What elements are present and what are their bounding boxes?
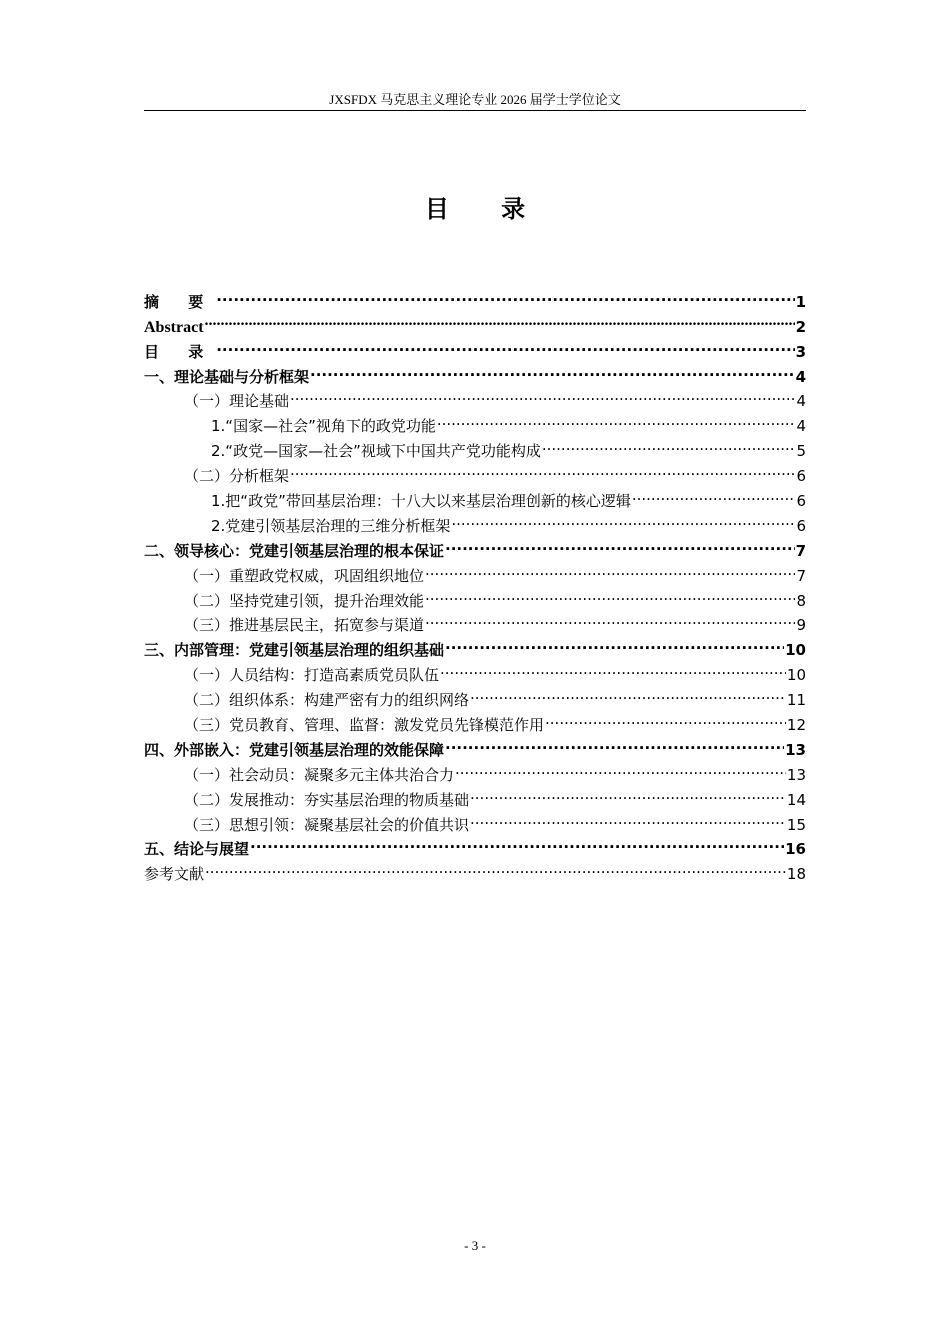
dot-leader	[445, 730, 784, 755]
dot-leader	[425, 581, 795, 606]
toc-entry-chapter-1[interactable]	[144, 357, 806, 386]
dot-leader	[470, 680, 786, 705]
dot-leader	[216, 282, 794, 307]
toc-entry-page: 7	[796, 566, 806, 585]
toc-entry-page: 6	[796, 516, 806, 535]
toc-entry-page: 12	[786, 716, 806, 735]
toc-entry-label: 五、结论与展望	[144, 840, 250, 859]
toc-entry-references[interactable]	[144, 854, 806, 884]
toc-entry-page: 11	[786, 691, 806, 710]
toc-entry-page: 3	[795, 342, 806, 361]
toc-entry-label: （二）发展推动：夯实基层治理的物质基础	[184, 790, 470, 809]
toc-entry-page: 6	[796, 492, 806, 511]
toc-entry-contents[interactable]	[144, 332, 806, 361]
toc-entry-label: 2.党建引领基层治理的三维分析框架	[211, 516, 451, 535]
toc-entry-label: （三）党员教育、管理、监督：激发党员先锋模范作用	[184, 716, 545, 735]
running-header: JXSFDX 马克思主义理论专业 2026 届学士学位论文	[144, 92, 806, 111]
toc-entry-page: 13	[785, 740, 806, 759]
dot-leader	[425, 556, 795, 581]
toc-entry-page: 10	[785, 641, 806, 660]
dot-leader	[437, 406, 796, 431]
dot-leader	[440, 655, 786, 680]
toc-entry-page: 4	[795, 367, 806, 386]
dot-leader	[216, 332, 794, 357]
toc-entry-page: 15	[786, 815, 806, 834]
toc-entry-label: （三）思想引领：凝聚基层社会的价值共识	[184, 815, 470, 834]
toc-entry-page: 4	[796, 392, 806, 411]
toc-entry-label: 目 录	[144, 342, 216, 361]
toc-entry-page: 5	[796, 442, 806, 461]
dot-leader	[310, 357, 795, 382]
dot-leader	[632, 481, 796, 506]
toc-entry-label: 二、领导核心：党建引领基层治理的根本保证	[144, 541, 445, 560]
dot-leader	[545, 705, 786, 730]
toc-entry-label: （三）推进基层民主，拓宽参与渠道	[184, 616, 425, 635]
toc-entry-label: 参考文献	[144, 865, 205, 884]
toc-entry-page: 8	[796, 591, 806, 610]
toc-entry-label: （二）组织体系：构建严密有力的组织网络	[184, 691, 470, 710]
toc-entry-abstract-en[interactable]	[144, 307, 806, 336]
toc-entry-page: 18	[786, 865, 806, 884]
toc-entry-label: Abstract	[144, 318, 204, 336]
toc-entry-page: 10	[786, 666, 806, 685]
toc-entry-label: 1.把“政党”带回基层治理：十八大以来基层治理创新的核心逻辑	[211, 492, 631, 511]
toc-entry-label: 一、理论基础与分析框架	[144, 367, 310, 386]
toc-entry-label: 2.“政党—国家—社会”视域下中国共产党功能构成	[211, 442, 541, 461]
toc-entry-page: 7	[795, 541, 806, 560]
toc-entry-page: 6	[796, 467, 806, 486]
toc-entry-label: （二）坚持党建引领，提升治理效能	[184, 591, 425, 610]
dot-leader	[470, 805, 786, 830]
dot-leader	[542, 431, 796, 456]
dot-leader	[290, 456, 795, 481]
dot-leader	[290, 382, 795, 407]
dot-leader	[425, 606, 795, 631]
toc-entry-page: 4	[796, 417, 806, 436]
toc-entry-label: （一）理论基础	[184, 392, 290, 411]
dot-leader	[470, 780, 786, 805]
toc-entry-page: 2	[795, 317, 806, 336]
dot-leader	[445, 531, 795, 556]
toc-entry-page: 9	[796, 616, 806, 635]
toc-entry-label: （一）人员结构：打造高素质党员队伍	[184, 666, 440, 685]
toc-entry-abstract-cn[interactable]	[144, 282, 806, 311]
toc-entry-label: 摘 要	[144, 292, 216, 311]
table-of-contents	[144, 282, 806, 884]
toc-entry-label: 1.“国家—社会”视角下的政党功能	[211, 417, 436, 436]
dot-leader	[455, 755, 786, 780]
toc-entry-label: （二）分析框架	[184, 467, 290, 486]
toc-entry-label: 四、外部嵌入：党建引领基层治理的效能保障	[144, 740, 445, 759]
page-title: 目 录	[424, 195, 548, 223]
toc-entry-page: 16	[785, 840, 806, 859]
toc-entry-label: （一）社会动员：凝聚多元主体共治合力	[184, 765, 455, 784]
toc-entry-page: 1	[795, 292, 806, 311]
dot-leader	[451, 506, 795, 531]
dot-leader	[205, 307, 795, 332]
toc-entry-label: （一）重塑政党权威，巩固组织地位	[184, 566, 425, 585]
page-number: - 3 -	[464, 1238, 486, 1253]
toc-entry-label: 三、内部管理：党建引领基层治理的组织基础	[144, 641, 445, 660]
toc-entry-page: 13	[786, 765, 806, 784]
dot-leader	[445, 630, 784, 655]
dot-leader	[205, 854, 786, 879]
toc-entry-page: 14	[786, 790, 806, 809]
dot-leader	[250, 830, 784, 855]
